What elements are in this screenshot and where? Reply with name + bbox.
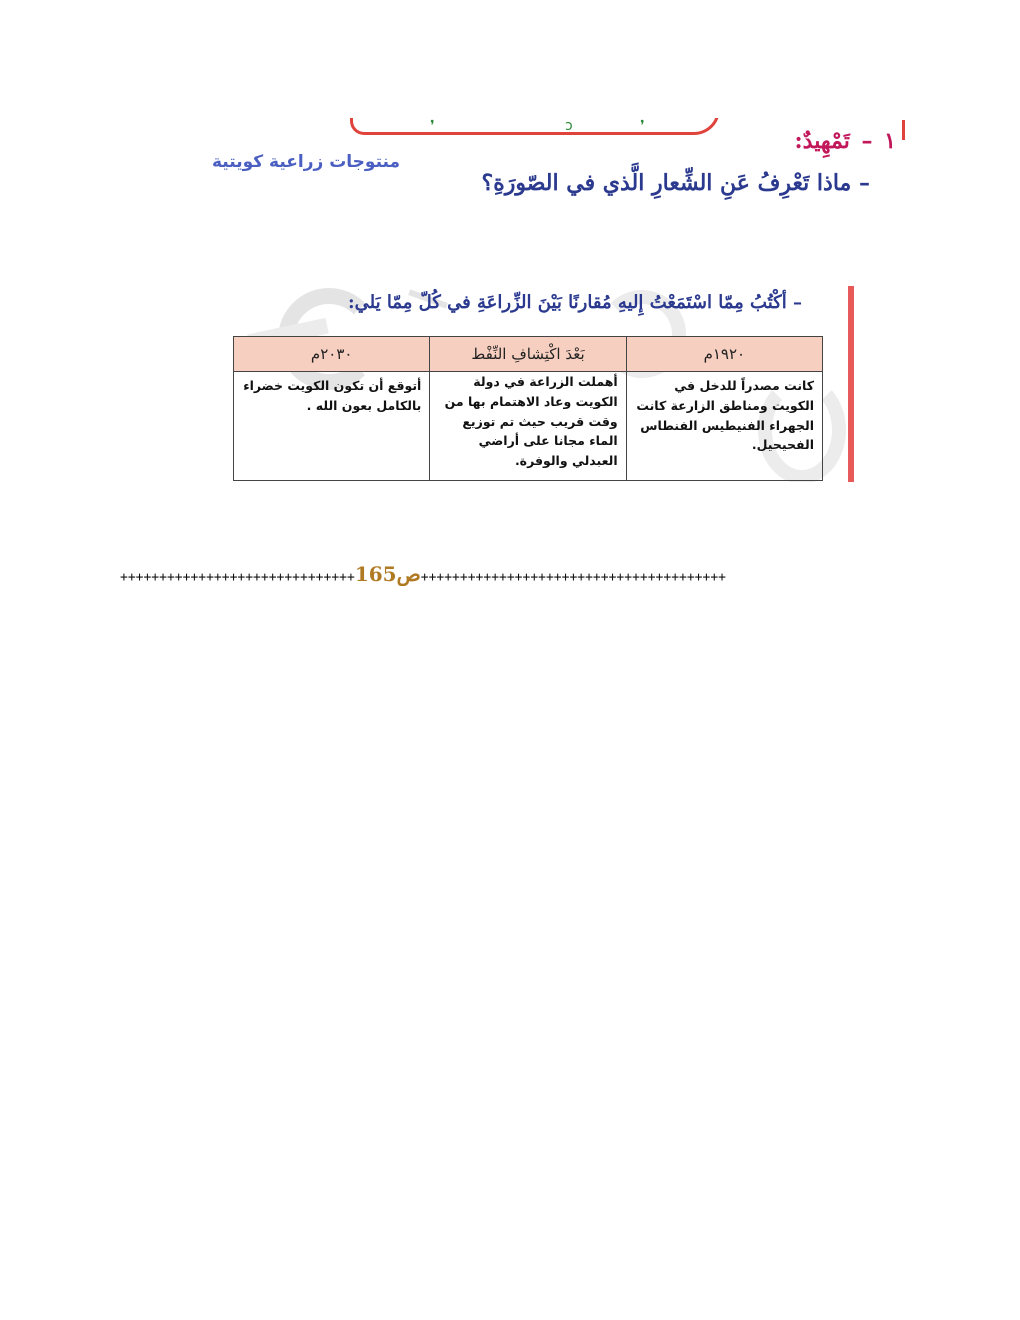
separator-left: ++++++++++++++++++++++++++++++ bbox=[120, 570, 355, 585]
question-text: – ماذا تَعْرِفُ عَنِ الشِّعارِ الَّذي في الصّورَةِ؟ bbox=[481, 170, 870, 196]
section-number: ١ bbox=[884, 128, 896, 154]
section-dash: – bbox=[861, 128, 873, 154]
leaf-icon: ❜ bbox=[430, 118, 435, 134]
leaf-icon: ❜ bbox=[640, 118, 645, 134]
worksheet-excerpt bbox=[228, 286, 854, 482]
separator-right: +++++++++++++++++++++++++++++++++++++++ bbox=[420, 570, 726, 585]
page-number: ص165 bbox=[354, 562, 421, 586]
cropped-picture-frame bbox=[350, 118, 720, 136]
column-header-2030: ٢٠٣٠م bbox=[234, 337, 430, 372]
section-title: تَمْهِيدٌ: bbox=[794, 128, 850, 154]
column-header-1920: ١٩٢٠م bbox=[626, 337, 822, 372]
answer-cell-after-oil: أهملت الزراعة في دولة الكويت وعاد الاهتمام بها من وقت قريب حيث تم توزيع الماء مجانا على أراضي العبدلي والوفرة. bbox=[430, 372, 626, 481]
answer-cell-1920: كانت مصدراً للدخل في الكويت ومناطق الزارعة كانت الجهراء الفنيطيس الفنطاس الفحيحيل. bbox=[626, 372, 822, 481]
comparison-table bbox=[233, 336, 823, 481]
section-heading bbox=[795, 128, 896, 154]
leaf-icon: ↄ bbox=[565, 118, 573, 134]
picture-border bbox=[350, 118, 720, 135]
table-header-row bbox=[234, 337, 823, 372]
table-row bbox=[234, 372, 823, 481]
instruction-text: – أكْتُبُ مِمّا اسْتَمَعْتُ إِليهِ مُقارنًا بَيْنَ الزِّراعَةِ في كُلّ مِمّا يَلي: bbox=[347, 292, 802, 313]
column-header-after-oil: بَعْدَ اكْتِشافِ النِّفْط bbox=[430, 337, 626, 372]
image-caption: منتوجات زراعية كويتية bbox=[212, 152, 400, 172]
answer-cell-2030: أتوقع أن تكون الكويت خضراء بالكامل بعون الله . bbox=[234, 372, 430, 481]
page-separator bbox=[120, 562, 850, 586]
page-edge-mark bbox=[902, 120, 905, 140]
page-edge-bar bbox=[848, 286, 854, 482]
